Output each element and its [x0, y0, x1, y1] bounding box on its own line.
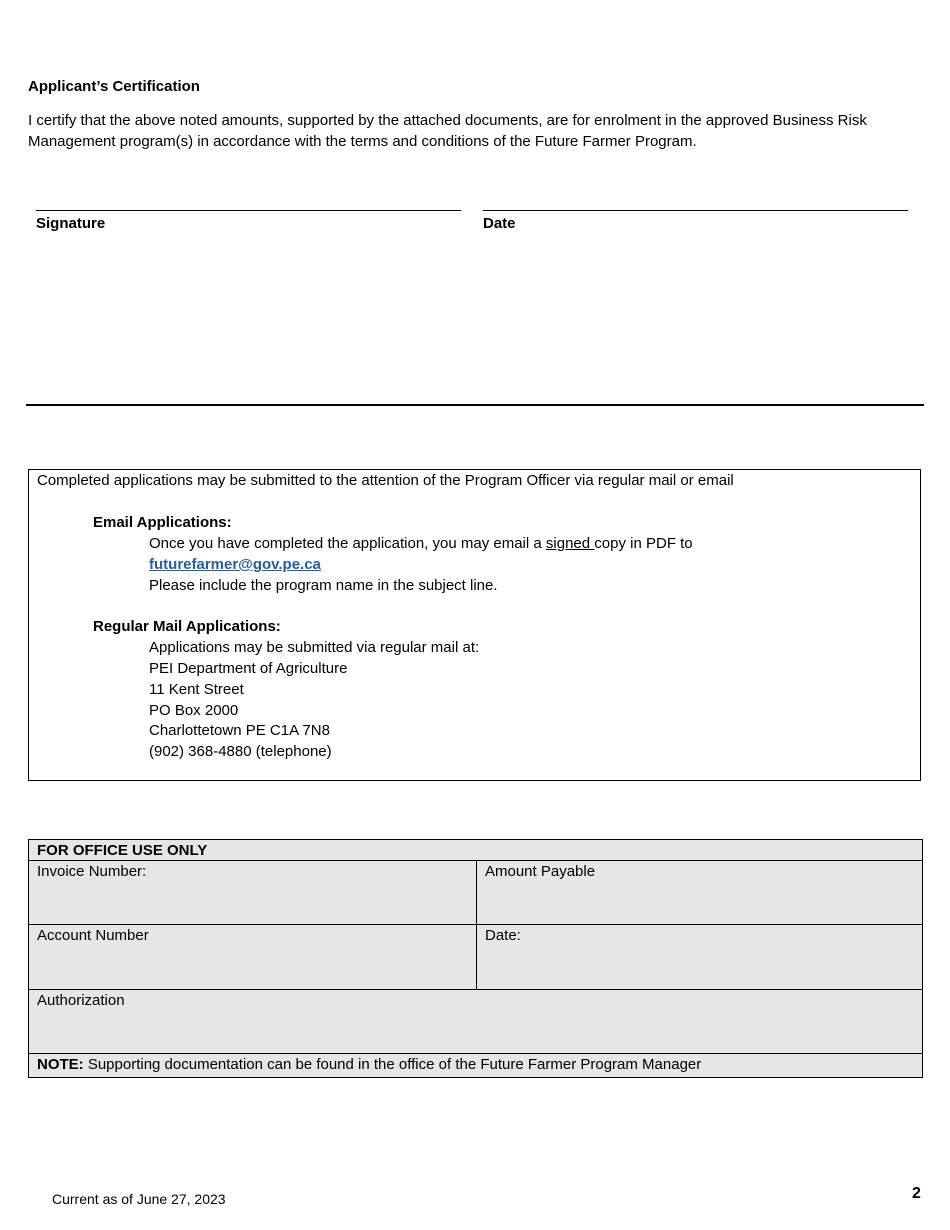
- note-label: NOTE:: [37, 1056, 84, 1073]
- email-line-after: copy in PDF to: [594, 535, 693, 552]
- account-number-cell[interactable]: Account Number: [29, 925, 477, 990]
- mail-line: PEI Department of Agriculture: [149, 660, 348, 677]
- signature-line[interactable]: [36, 210, 461, 211]
- mail-phone-line: (902) 368-4880 (telephone): [149, 743, 332, 760]
- mail-line: PO Box 2000: [149, 702, 239, 719]
- email-line-before: Once you have completed the application, you may email a: [149, 535, 546, 552]
- office-note-cell: [29, 1054, 923, 1078]
- certification-text: I certify that the above noted amounts, supported by the attached documents, are for enrolment in the approved Business Risk Management program(s) in accordance with the terms and conditions of the Future Farmer Program.: [28, 112, 867, 150]
- mail-applications-heading: Regular Mail Applications:: [93, 618, 281, 635]
- office-use-title: FOR OFFICE USE ONLY: [29, 840, 923, 861]
- mail-line: Applications may be submitted via regular mail at:: [149, 639, 480, 656]
- date-line[interactable]: [483, 210, 908, 211]
- email-address-line: [149, 554, 321, 575]
- page-number: 2: [912, 1185, 921, 1202]
- authorization-cell[interactable]: Authorization: [29, 990, 923, 1054]
- date-label: Date: [483, 215, 516, 232]
- email-address-link[interactable]: futurefarmer@gov.pe.ca: [149, 556, 321, 573]
- certification-heading: Applicant’s Certification: [28, 78, 200, 95]
- mail-line: 11 Kent Street: [149, 681, 244, 698]
- office-date-cell[interactable]: Date:: [477, 925, 923, 990]
- email-subject-instruction: Please include the program name in the subject line.: [149, 577, 498, 594]
- office-use-table: [28, 839, 923, 1078]
- footer-current-as-of: Current as of June 27, 2023: [52, 1191, 226, 1207]
- amount-payable-cell[interactable]: Amount Payable: [477, 861, 923, 925]
- signature-label: Signature: [36, 215, 106, 232]
- note-text: Supporting documentation can be found in the office of the Future Farmer Program Manager: [83, 1056, 702, 1073]
- submission-intro: Completed applications may be submitted to the attention of the Program Officer via regular mail or email: [37, 472, 734, 489]
- mail-line: Charlottetown PE C1A 7N8: [149, 722, 330, 739]
- section-divider: [26, 404, 924, 406]
- signed-word: signed: [545, 535, 595, 552]
- email-applications-heading: Email Applications:: [93, 514, 232, 531]
- invoice-number-cell[interactable]: Invoice Number:: [29, 861, 477, 925]
- submission-instructions-box: [28, 469, 921, 781]
- email-instructions-line: [149, 533, 693, 554]
